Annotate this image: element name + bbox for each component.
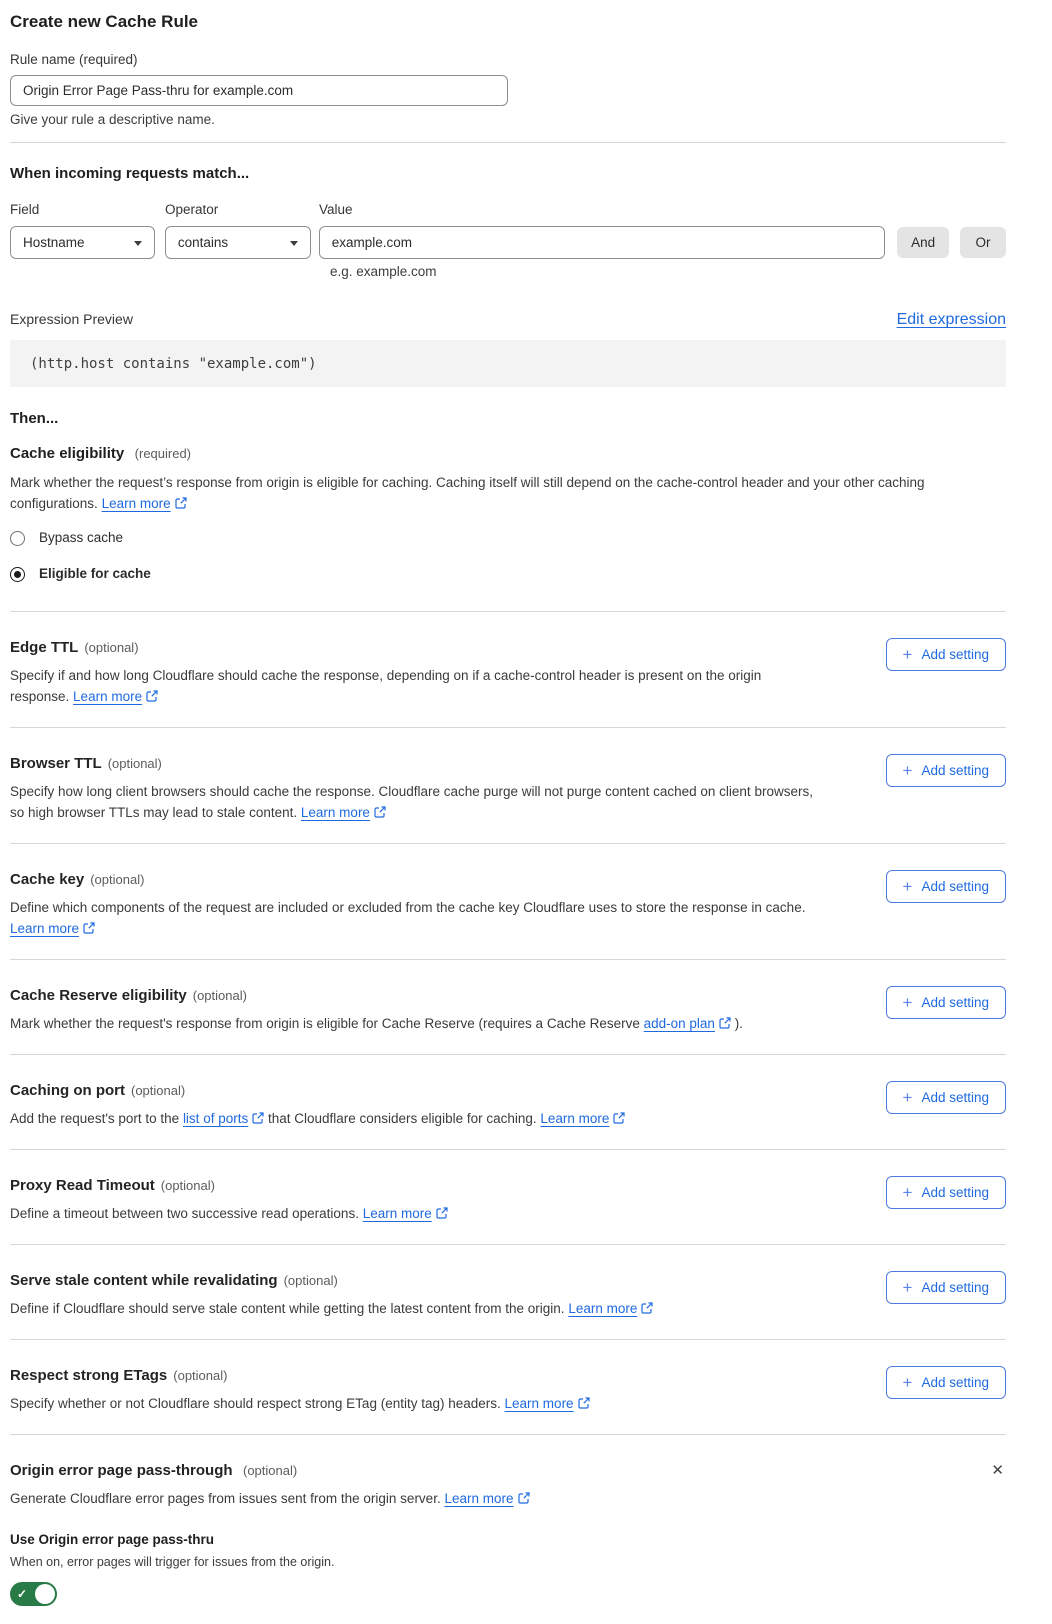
setting-section-caching-on-port [10,1054,1006,1149]
add-setting-button[interactable]: + Add setting [886,754,1006,787]
operator-label: Operator [165,202,219,217]
setting-title: Caching on port [10,1082,125,1099]
setting-description: Specify how long client browsers should cache the response. Cloudflare cache purge will not purge content cached on client browsers, so high browser TTLs may lead to stale content. Learn more [10,784,813,820]
and-button[interactable]: And [897,227,949,258]
setting-title: Proxy Read Timeout [10,1177,155,1194]
optional-badge: (optional) [192,988,247,1003]
optional-badge: (optional) [84,640,139,655]
external-link-icon [175,497,187,509]
use-origin-pass-thru-label: Use Origin error page pass-thru [10,1532,215,1547]
plus-icon: + [902,1278,913,1297]
chevron-down-icon [290,241,298,246]
plus-icon: + [902,1088,913,1107]
list-of-ports-link[interactable]: list of ports [183,1111,264,1126]
setting-title: Cache key [10,871,85,888]
checkmark-icon: ✓ [17,1586,28,1601]
setting-description: Define if Cloudflare should serve stale content while getting the latest content from the origin. Learn more [10,1298,653,1319]
setting-title: Respect strong ETags [10,1367,168,1384]
plus-icon: + [902,645,913,664]
expression-preview-label: Expression Preview [10,311,133,327]
value-help: e.g. example.com [330,264,437,279]
radio-label: Bypass cache [39,530,124,545]
add-setting-button[interactable]: + Add setting [886,1176,1006,1209]
external-link-icon [518,1492,530,1504]
expression-code: (http.host contains "example.com") [30,355,317,372]
external-link-icon [252,1112,264,1124]
or-button[interactable]: Or [960,227,1006,258]
radio-label: Eligible for cache [39,566,151,581]
match-controls-row [10,226,1006,259]
rule-name-input[interactable] [10,75,508,106]
setting-section-browser-ttl [10,727,1006,843]
origin-section-title: Origin error page pass-through [10,1462,233,1479]
external-link-icon [719,1017,731,1029]
origin-pass-thru-toggle[interactable] [10,1582,57,1606]
setting-title: Browser TTL [10,755,102,772]
field-label: Field [10,202,40,217]
create-cache-rule-form [10,0,1006,1624]
external-link-icon [146,690,158,702]
setting-section-respect-strong-etags [10,1339,1006,1434]
setting-description: Specify if and how long Cloudflare should cache the response, depending on if a cache-control header is present on the origin response. Learn more [10,668,762,704]
match-labels-row [10,202,1006,218]
plus-icon: + [902,1373,913,1392]
optional-badge: (optional) [242,1463,298,1478]
optional-badge: (optional) [283,1273,338,1288]
radio-circle-icon [10,531,25,546]
plus-icon: + [902,761,913,780]
learn-more-link[interactable]: Learn more [102,496,187,511]
add-on-plan-link[interactable]: add-on plan [644,1016,731,1031]
external-link-icon [613,1112,625,1124]
field-select[interactable] [10,226,155,259]
setting-section-cache-key [10,843,1006,959]
add-setting-button[interactable]: + Add setting [886,1366,1006,1399]
origin-section-description: Generate Cloudflare error pages from issues sent from the origin server. Learn more [10,1488,815,1509]
optional-badge: (optional) [160,1178,215,1193]
setting-description: Define which components of the request are included or excluded from the cache key Cloudflare uses to store the response in cache. Learn more [10,900,806,936]
learn-more-link[interactable]: Learn more [301,805,386,820]
use-origin-pass-thru-help: When on, error pages will trigger for issues from the origin. [10,1555,335,1569]
add-setting-button[interactable]: + Add setting [886,638,1006,671]
external-link-icon [374,806,386,818]
required-badge: (required) [134,446,192,461]
expression-row [10,310,1006,329]
setting-title: Edge TTL [10,639,79,656]
optional-badge: (optional) [131,1083,186,1098]
plus-icon: + [902,877,913,896]
setting-description: Add the request's port to the list of ports that Cloudflare considers eligible for caching. Learn more [10,1108,625,1129]
expression-code-block [10,340,1006,387]
bypass-cache-radio[interactable] [10,530,1006,546]
toggle-knob [35,1584,55,1604]
add-setting-button[interactable]: + Add setting [886,986,1006,1019]
setting-section-edge-ttl [10,611,1006,727]
setting-description: Mark whether the request's response from origin is eligible for Cache Reserve (requires a Cache Reserve add-on plan ). [10,1016,743,1031]
external-link-icon [83,922,95,934]
learn-more-link[interactable]: Learn more [363,1206,448,1221]
external-link-icon [641,1302,653,1314]
optional-badge: (optional) [107,756,162,771]
setting-section-proxy-read-timeout [10,1149,1006,1244]
chevron-down-icon [134,241,142,246]
edit-expression-link[interactable]: Edit expression [896,311,1006,328]
setting-description: Specify whether or not Cloudflare should respect strong ETag (entity tag) headers. Learn more [10,1393,590,1414]
external-link-icon [436,1207,448,1219]
setting-title: Cache Reserve eligibility [10,987,187,1004]
page-title: Create new Cache Rule [10,12,199,31]
learn-more-link[interactable]: Learn more [540,1111,625,1126]
add-setting-button[interactable]: + Add setting [886,1271,1006,1304]
learn-more-link[interactable]: Learn more [10,921,95,936]
divider [10,142,1006,143]
rule-name-label: Rule name (required) [10,52,138,67]
close-icon[interactable]: ✕ [991,1462,1004,1479]
learn-more-link[interactable]: Learn more [73,689,158,704]
add-setting-button[interactable]: + Add setting [886,870,1006,903]
external-link-icon [578,1397,590,1409]
eligible-for-cache-radio[interactable] [10,566,1006,582]
origin-error-page-pass-through-section [10,1434,1006,1611]
optional-badge: (optional) [90,872,145,887]
optional-settings-list [10,611,1006,1434]
field-select-value: Hostname [23,235,85,250]
setting-description: Define a timeout between two successive read operations. Learn more [10,1203,448,1224]
cache-eligibility-heading [10,444,1006,463]
radio-circle-icon [10,567,25,582]
operator-select-value: contains [177,235,229,250]
optional-badge: (optional) [173,1368,228,1383]
value-input[interactable] [319,226,885,259]
cache-eligibility-description: Mark whether the request’s response from origin is eligible for caching. Caching itself will still depend on the cache-control header and your other caching configurations. Learn more [10,475,925,511]
learn-more-link[interactable]: Learn more [505,1396,590,1411]
add-setting-button[interactable]: + Add setting [886,1081,1006,1114]
learn-more-link[interactable]: Learn more [444,1491,529,1506]
rule-name-help: Give your rule a descriptive name. [10,112,215,127]
cache-eligibility-title: Cache eligibility [10,445,125,462]
plus-icon: + [902,993,913,1012]
setting-title: Serve stale content while revalidating [10,1272,278,1289]
then-heading: Then... [10,410,59,427]
learn-more-link[interactable]: Learn more [568,1301,653,1316]
setting-section-cache-reserve [10,959,1006,1054]
plus-icon: + [902,1183,913,1202]
operator-select[interactable] [165,226,311,259]
value-label: Value [319,202,353,217]
setting-section-serve-stale [10,1244,1006,1339]
match-heading: When incoming requests match... [10,165,250,182]
